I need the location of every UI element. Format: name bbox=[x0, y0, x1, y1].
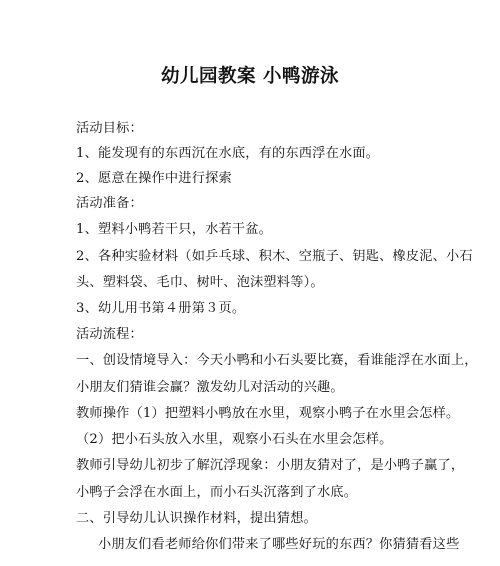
section-heading-goals: 活动目标： bbox=[76, 121, 143, 136]
process-step-1: 一、创设情境导入：今天小鸭和小石头要比赛，看谁能浮在水面上， bbox=[76, 353, 478, 368]
preparation-item-3: 3、幼儿用书第４册第３页。 bbox=[76, 301, 246, 316]
preparation-item-2-cont: 头、塑料袋、毛巾、树叶、泡沫塑料等）。 bbox=[76, 275, 324, 290]
section-heading-preparation: 活动准备： bbox=[76, 196, 143, 211]
document-title: 幼儿园教案 小鸭游泳 bbox=[161, 66, 339, 87]
preparation-item-1: 1、塑料小鸭若干只，水若干盆。 bbox=[76, 222, 273, 237]
teacher-guidance-cont: 小鸭子会浮在水面上，而小石头沉落到了水底。 bbox=[76, 485, 358, 500]
preparation-item-2: 2、各种实验材料（如乒乓球、积木、空瓶子、钥匙、橡皮泥、小石 bbox=[76, 249, 473, 264]
process-step-1-cont: 小朋友们猜谁会赢？激发幼儿对活动的兴趣。 bbox=[76, 380, 344, 395]
process-step-2: 二、引导幼儿认识操作材料，提出猜想。 bbox=[76, 511, 317, 526]
goal-item-1: 1、能发现有的东西沉在水底，有的东西浮在水面。 bbox=[76, 146, 380, 161]
teacher-guidance: 教师引导幼儿初步了解沉浮现象：小朋友猜对了，是小鸭子赢了， bbox=[76, 458, 465, 473]
goal-item-2: 2、愿意在操作中进行探索 bbox=[76, 171, 232, 186]
process-step-2-paragraph: 小朋友们看老师给你们带来了哪些好玩的东西？你猜猜看这些 bbox=[98, 537, 460, 552]
teacher-operation-2: （2）把小石头放入水里，观察小石头在水里会怎样。 bbox=[76, 432, 393, 447]
teacher-operation-1: 教师操作（1）把塑料小鸭放在水里，观察小鸭子在水里会怎样。 bbox=[76, 406, 460, 421]
section-heading-process: 活动流程： bbox=[76, 327, 143, 342]
